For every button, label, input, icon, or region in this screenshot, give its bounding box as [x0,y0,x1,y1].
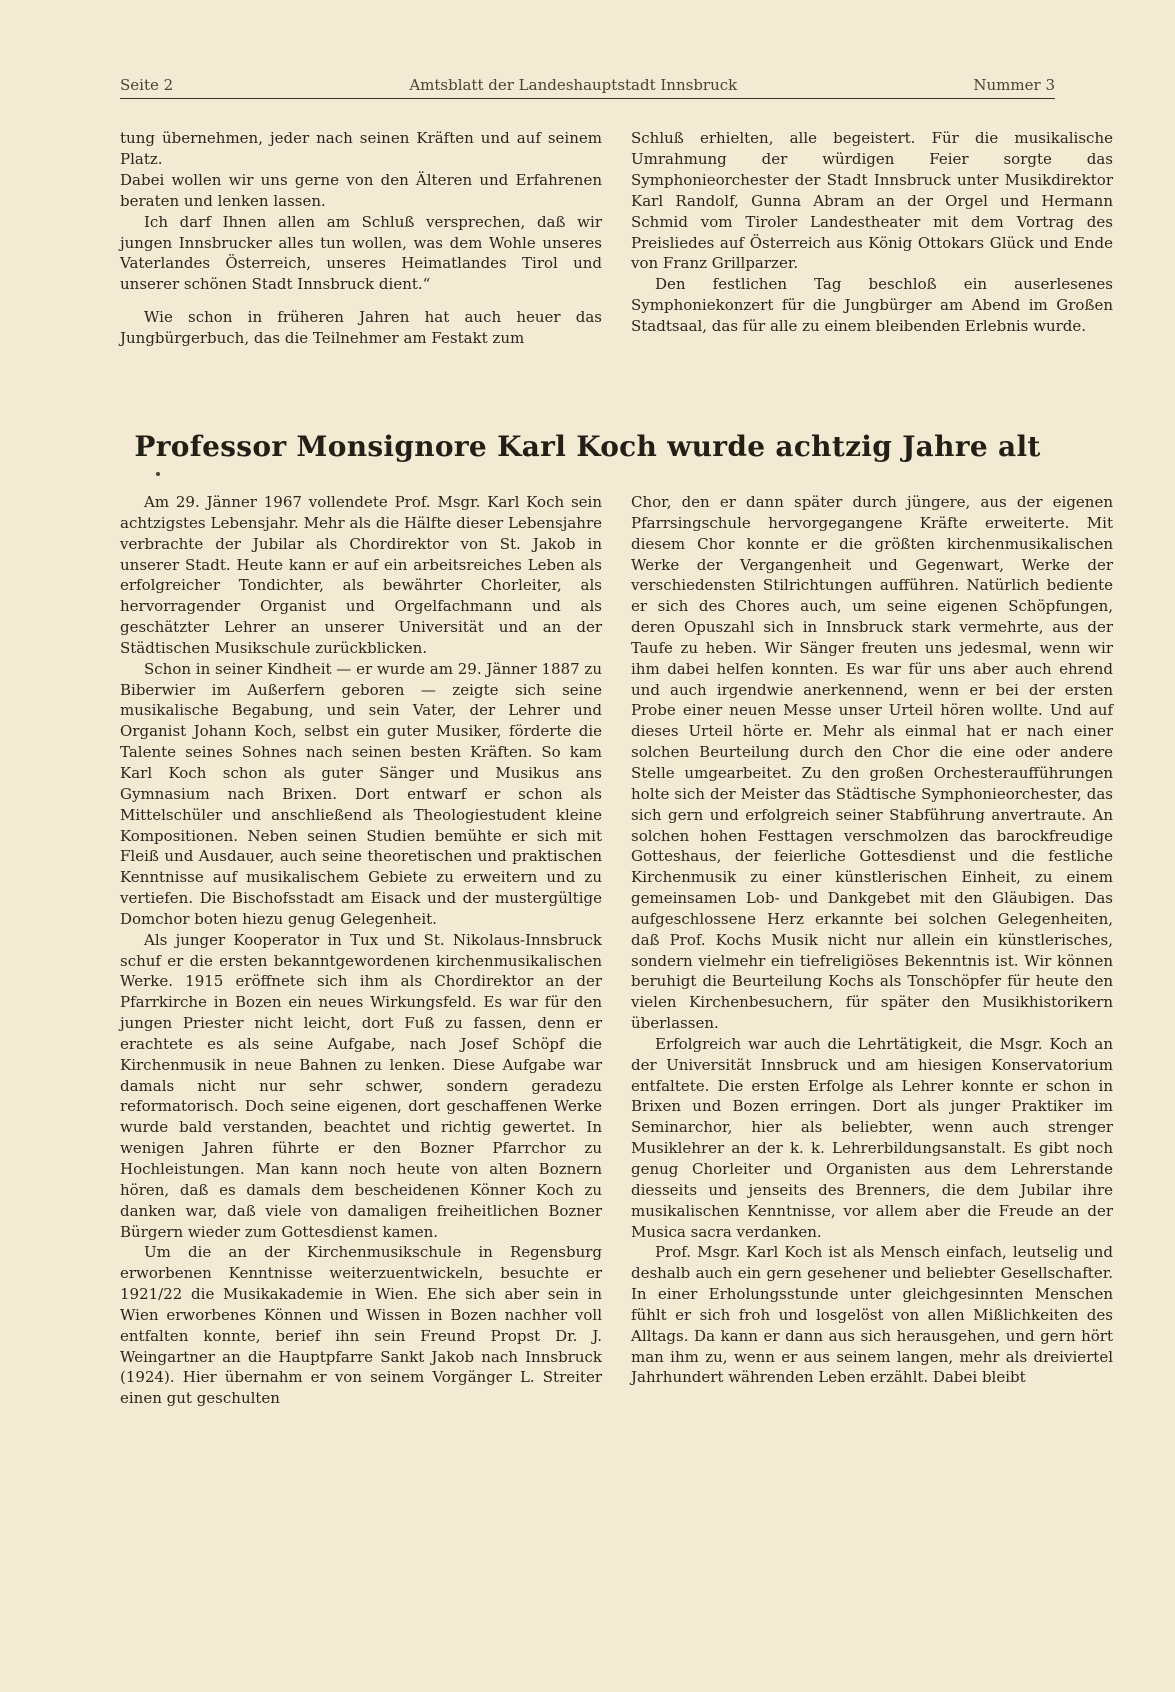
paragraph: Chor, den er dann später durch jüngere, aus der eigenen Pfarrsingschule hervorgegangene Kräfte erweiterte. Mit diesem Chor konnte er die größten kirchenmusikalischen Werke der Vergangenheit und Gegenwart, Werke der verschiedensten Stilrichtungen aufführen. Natürlich bediente er sich des Chores auch, um seine eigenen Schöpfungen, deren Opuszahl sich in Innsbruck stark vermehrte, aus der Taufe zu heben. Wir Sänger freuten uns jedesmal, wenn wir ihm dabei helfen konnten. Es war für uns aber auch ehrend und auch irgendwie anerkennend, wenn er bei der ersten Probe einer neuen Messe unser Urteil hören wollte. Und auf dieses Urteil hörte er. Mehr als einmal hat er nach einer solchen Beurteilung durch den Chor die eine oder andere Stelle umgearbeitet. Zu den großen Orchesteraufführungen holte sich der Meister das Städtische Symphonieorchester, das sich gern und erfolgreich seiner Stabführung anvertraute. An solchen hohen Festtagen verschmolzen das barockfreudige Gotteshaus, der feierliche Gottesdienst und die festliche Kirchenmusik zu einer künstlerischen Einheit, zu einem gemeinsamen Lob- und Dankgebet mit den Gläubigen. Das aufgeschlossene Herz erkannte bei solchen Gelegenheiten, daß Prof. Kochs Musik nicht nur allein ein künstlerisches, sondern vielmehr ein tiefreligiöses Bekenntnis ist. Wir können beruhigt die Beurteilung Kochs als Tonschöpfer für heute den vielen Kirchenbesuchern, für später den Musikhistorikern überlassen. [631,493,1113,1033]
paragraph: tung übernehmen, jeder nach seinen Kräften und auf seinem Platz. [120,129,602,168]
paragraph: Wie schon in früheren Jahren hat auch heuer das Jungbürgerbuch, das die Teilnehmer am Festakt zum [120,308,602,348]
top-right-column [631,128,1113,337]
page-header [120,72,1055,94]
page-number: Seite 2 [120,76,174,94]
paragraph: Am 29. Jänner 1967 vollendete Prof. Msgr. Karl Koch sein achtzigstes Lebensjahr. Mehr als die Hälfte dieser Lebensjahre verbrachte der Jubilar als Chordirektor von St. Jakob in unserer Stadt. Heute kann er auf ein arbeitsreiches Leben als erfolgreicher Tondichter, als bewährter Chorleiter, als hervorragender Organist und Orgelfachmann und als geschätzter Lehrer an unserer Universität und an der Städtischen Musikschule zurückblicken. [120,493,602,657]
bottom-right-column [631,492,1113,1388]
paragraph: Um die an der Kirchenmusikschule in Regensburg erworbenen Kenntnisse weiterzuentwickeln, besuchte er 1921/22 die Musikakademie in Wien. Ehe sich aber sein in Wien erworbenes Können und Wissen in Bozen nachher voll entfalten konnte, berief ihn sein Freund Propst Dr. J. Weingartner an die Hauptpfarre Sankt Jakob nach Innsbruck (1924). Hier übernahm er von seinem Vorgänger L. Streiter einen gut geschulten [120,1243,602,1408]
paragraph: Erfolgreich war auch die Lehrtätigkeit, die Msgr. Koch an der Universität Innsbruck und am hiesigen Konservatorium entfaltete. Die ersten Erfolge als Lehrer konnte er schon in Brixen und Bozen erringen. Dort als junger Praktiker im Seminarchor, hier als beliebter, wenn auch strenger Musiklehrer an der k. k. Lehrerbildungsanstalt. Es gibt noch genug Chorleiter und Organisten aus dem Lehrerstande diesseits und jenseits des Brenners, die dem Jubilar ihre musikalischen Kenntnisse, vor allem aber die Freude an der Musica sacra verdanken. [631,1034,1113,1241]
stray-mark [156,472,160,476]
paragraph: Schluß erhielten, alle begeistert. Für die musikalische Umrahmung der würdigen Feier sorgte das Symphonieorchester der Stadt Innsbruck unter Musikdirektor Karl Randolf, Gunna Abram an der Orgel und Hermann Schmid vom Tiroler Landestheater mit dem Vortrag des Preisliedes auf Österreich aus König Ottokars Glück und Ende von Franz Grillparzer. [631,129,1113,273]
publication-title: Amtsblatt der Landeshauptstadt Innsbruck [409,76,738,94]
bottom-left-column [120,492,602,1409]
article-title: Professor Monsignore Karl Koch wurde achtzig Jahre alt [134,430,1041,463]
top-left-column [120,128,602,349]
issue-number: Nummer 3 [973,76,1055,94]
paragraph: Ich darf Ihnen allen am Schluß versprechen, daß wir jungen Innsbrucker alles tun wollen, was dem Wohle unseres Vaterlandes Österreich, unseres Heimatlandes Tirol und unserer schönen Stadt Innsbruck dient.“ [120,212,602,294]
paragraph: Dabei wollen wir uns gerne von den Älteren und Erfahrenen beraten und lenken lassen. [120,170,602,210]
paragraph: Prof. Msgr. Karl Koch ist als Mensch einfach, leutselig und deshalb auch ein gern gesehener und beliebter Gesellschafter. In einer Erholungsstunde unter gleichgesinnten Menschen fühlt er sich froh und losgelöst von allen Mißlichkeiten des Alltags. Da kann er dann aus sich herausgehen, und gern hört man ihm zu, wenn er aus seinem langen, mehr als dreiviertel Jahrhundert währenden Leben erzählt. Dabei bleibt [631,1243,1113,1387]
header-rule [120,98,1055,99]
paragraph: Schon in seiner Kindheit — er wurde am 29. Jänner 1887 zu Biberwier im Außerfern geboren — zeigte sich seine musikalische Begabung, und sein Vater, der Lehrer und Organist Johann Koch, selbst ein guter Musiker, förderte die Talente seines Sohnes nach seinen besten Kräften. So kam Karl Koch schon als guter Sänger und Musikus ans Gymnasium nach Brixen. Dort entwarf er schon als Mittelschüler und anschließend als Theologiestudent kleine Kompositionen. Neben seinen Studien bemühte er sich mit Fleiß und Ausdauer, auch seine theoretischen und praktischen Kenntnisse auf musikalischem Gebiete zu erweitern und zu vertiefen. Die Bischofsstadt am Eisack und der mustergültige Domchor boten hiezu genug Gelegenheit. [120,659,602,928]
paragraph: Den festlichen Tag beschloß ein auserlesenes Symphoniekonzert für die Jungbürger am Abend im Großen Stadtsaal, das für alle zu einem bleibenden Erlebnis wurde. [631,275,1113,336]
paragraph: Als junger Kooperator in Tux und St. Nikolaus-Innsbruck schuf er die ersten bekanntgewordenen kirchenmusikalischen Werke. 1915 eröffnete sich ihm als Chordirektor an der Pfarrkirche in Bozen ein neues Wirkungsfeld. Es war für den jungen Priester nicht leicht, dort Fuß zu fassen, denn er erachtete es als seine Aufgabe, nach Josef Schöpf die Kirchenmusik in neue Bahnen zu lenken. Diese Aufgabe war damals nicht nur sehr schwer, sondern geradezu reformatorisch. Doch seine eigenen, dort geschaffenen Werke wurde bald verstanden, beachtet und richtig gewertet. In wenigen Jahren führte er den Bozner Pfarrchor zu Hochleistungen. Man kann noch heute von alten Boznern hören, daß es damals dem bescheidenen Könner Koch zu danken war, daß viele von damaligen freiheitlichen Bozner Bürgern wieder zum Gottesdienst kamen. [120,930,602,1241]
